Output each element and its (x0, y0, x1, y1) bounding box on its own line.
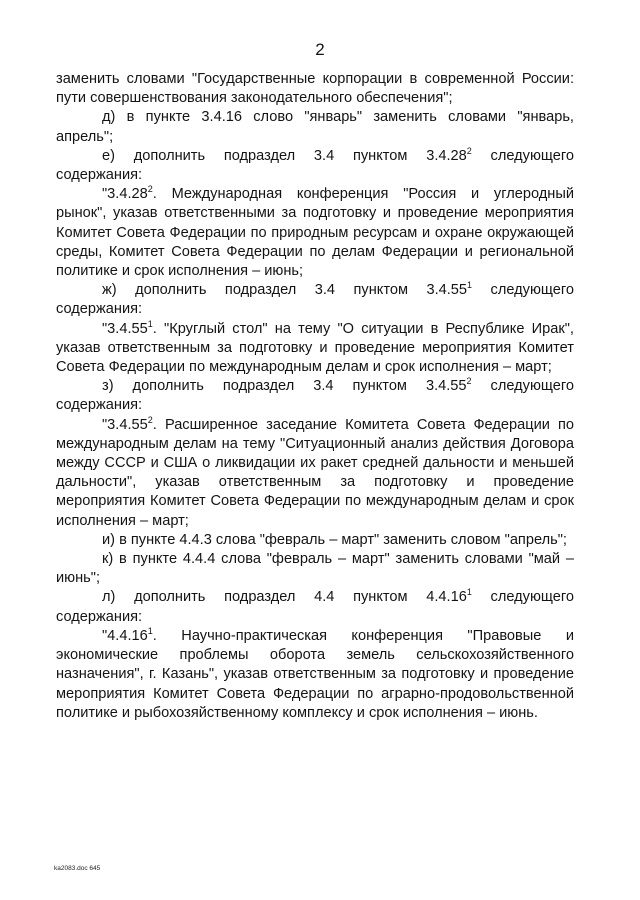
superscript: 2 (147, 414, 153, 425)
paragraph (56, 320, 574, 378)
file-footer: ka2083.doc 645 (54, 865, 101, 872)
paragraph-text: заменить словами "Государственные корпорации в современной России: пути совершенствования законодательного обеспечения"; (56, 71, 574, 107)
paragraph (56, 70, 574, 108)
paragraph-text: "3.4.55 (102, 320, 148, 337)
paragraph (56, 377, 574, 415)
superscript: 1 (466, 587, 472, 598)
paragraph-text: "3.4.28 (102, 186, 148, 203)
superscript: 1 (147, 318, 153, 329)
paragraph-text: . Расширенное заседание Комитета Совета Федерации по международным делам на тему "Ситуационный анализ действия Договора между СССР и США о ликвидации их ракет средней дальности и меньшей дальности", указав ответственным за подготовку и проведение мероприятия Комитет Совета Федерации по международным делам и срок исполнения – март; (56, 416, 574, 529)
paragraph-text: следующего содержания: (56, 589, 574, 625)
paragraph-text: следующего содержания: (56, 147, 575, 184)
paragraph-text: д) в пункте 3.4.16 слово "январь" заменить словами "январь, апрель"; (56, 109, 574, 145)
superscript: 1 (467, 280, 473, 291)
paragraph (56, 416, 574, 531)
paragraph (56, 185, 574, 281)
paragraph-text: л) дополнить подраздел 4.4 пунктом 4.4.16 (102, 589, 467, 606)
paragraph (56, 281, 574, 319)
page-number: 2 (315, 40, 325, 59)
document-body (56, 70, 574, 723)
superscript: 2 (466, 145, 472, 156)
paragraph (56, 531, 574, 550)
paragraph-text: . "Круглый стол" на тему "О ситуации в Республике Ирак", указав ответственным за подготовку и проведение мероприятия Комитет Совета Федерации по международным делам и срок исполнения – март; (56, 320, 574, 376)
paragraph (56, 147, 574, 185)
paragraph-text: з) дополнить подраздел 3.4 пунктом 3.4.55 (102, 378, 467, 395)
paragraph-text: е) дополнить подраздел 3.4 пунктом 3.4.28 (102, 147, 467, 164)
paragraph (56, 550, 574, 588)
paragraph-text: ж) дополнить подраздел 3.4 пунктом 3.4.55 (102, 282, 468, 299)
paragraph-text: . Научно-практическая конференция "Правовые и экономические проблемы оборота земель сельскохозяйственного назначения", г. Казань", указав ответственным за подготовку и проведение мероприятия Комитет Совета Федерации по аграрно-продовольственной политике и рыбохозяйственному комплексу и срок исполнения – июнь. (56, 627, 574, 721)
paragraph-text: к) в пункте 4.4.4 слова "февраль – март" заменить словами "май – июнь"; (56, 551, 574, 587)
paragraph-text: следующего содержания: (56, 378, 575, 414)
paragraph-text: "4.4.16 (102, 627, 148, 644)
paragraph (56, 588, 574, 626)
paragraph (56, 627, 574, 723)
superscript: 2 (147, 184, 153, 195)
superscript: 1 (147, 626, 153, 637)
paragraph-text: "3.4.55 (102, 416, 148, 433)
paragraph-text: . Международная конференция "Россия и углеродный рынок", указав ответственными за подготовку и проведение мероприятия Комитет Совета Федерации по природным ресурсам и охране окружающей среды, Комитет Совета Федерации по делам Федерации и региональной политике и срок исполнения – июнь; (56, 186, 574, 280)
paragraph (56, 108, 574, 146)
superscript: 2 (466, 376, 472, 387)
paragraph-text: следующего содержания: (56, 282, 574, 318)
paragraph-text: и) в пункте 4.4.3 слова "февраль – март" заменить словом "апрель"; (102, 531, 567, 548)
